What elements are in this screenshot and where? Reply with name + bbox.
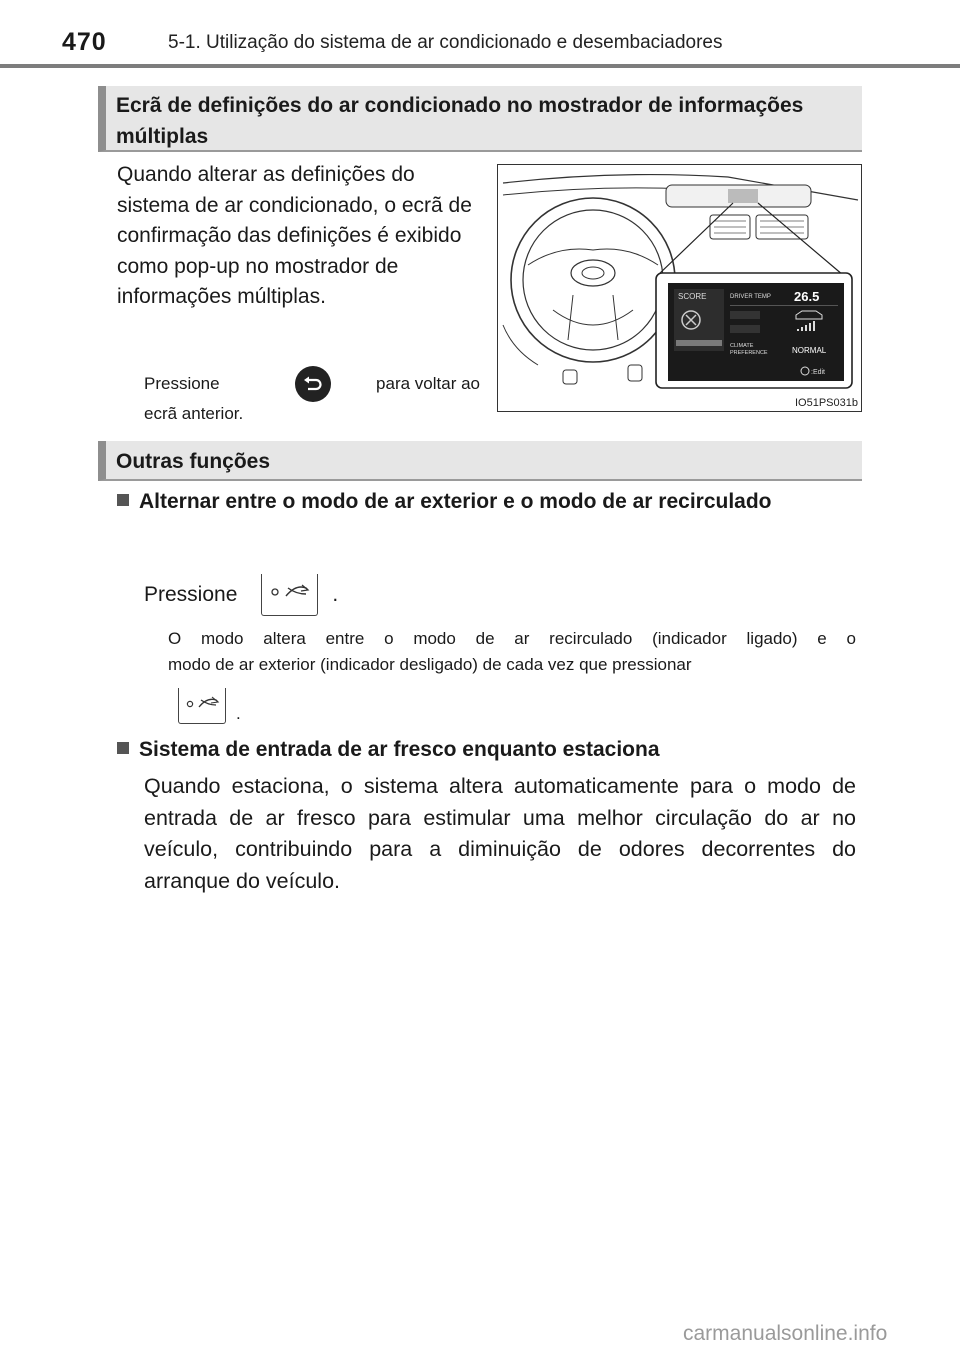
display-edit-label: :Edit xyxy=(811,369,826,376)
fresh-air-paragraph: Quando estaciona, o sistema altera automaticamente para o modo de entrada de ar fresco para estimular uma melhor circulação do ar no veículo, contribuindo para a diminuição de odores decorrentes do arranque do veículo. xyxy=(144,774,856,893)
recirculation-button-small-icon xyxy=(178,688,226,724)
watermark: carmanualsonline.info xyxy=(683,1322,888,1345)
figure-code: IO51PS031b xyxy=(795,397,858,409)
item-heading-fresh-air-text: Sistema de entrada de ar fresco enquanto estaciona xyxy=(139,738,660,761)
press-period: . xyxy=(332,583,339,606)
display-driver-temp-label: DRIVER TEMP xyxy=(730,294,771,300)
dashboard-drawing xyxy=(498,165,861,411)
bullet-square-icon xyxy=(117,494,129,506)
recirculation-button-icon xyxy=(261,574,318,616)
header-rule xyxy=(0,64,960,68)
note-end-text: ecrã anterior. xyxy=(144,404,244,423)
display-climate-value: NORMAL xyxy=(792,346,827,355)
note-back-text: para voltar ao xyxy=(376,374,480,393)
dashboard-illustration xyxy=(497,164,862,412)
air-mode-note-period: . xyxy=(236,704,241,723)
display-score: SCORE xyxy=(678,292,707,301)
back-note xyxy=(144,366,480,426)
display-temp-value: 26.5 xyxy=(794,289,820,304)
press-instruction xyxy=(144,574,338,616)
section-heading-display-settings: Ecrã de definições do ar condicionado no mostrador de informações múltiplas xyxy=(98,86,862,152)
item-heading-air-mode xyxy=(117,486,857,518)
section-heading-other-functions: Outras funções xyxy=(98,441,862,481)
display-climate-label-2: PREFERENCE xyxy=(730,350,768,356)
note-press-text: Pressione xyxy=(144,374,220,393)
air-mode-note-line2: modo de ar exterior (indicador desligado) de cada vez que pressionar xyxy=(168,655,692,674)
back-button-icon xyxy=(295,366,331,402)
air-mode-note-end xyxy=(178,688,241,724)
item-heading-fresh-air xyxy=(117,734,857,766)
air-mode-note-line1: O modo altera entre o modo de ar recirculado (indicador ligado) e o xyxy=(168,629,856,648)
item-heading-air-mode-text: Alternar entre o modo de ar exterior e o modo de ar recirculado xyxy=(139,490,772,513)
bullet-square-icon xyxy=(117,742,129,754)
display-climate-label-1: CLIMATE xyxy=(730,343,754,349)
chapter-title: 5-1. Utilização do sistema de ar condicionado e desembaciadores xyxy=(168,32,723,53)
press-label: Pressione xyxy=(144,583,238,606)
page-number: 470 xyxy=(62,28,107,56)
intro-paragraph: Quando alterar as definições do sistema de ar condicionado, o ecrã de confirmação das definições é exibido como pop-up no mostrador de informações múltiplas. xyxy=(117,163,472,308)
